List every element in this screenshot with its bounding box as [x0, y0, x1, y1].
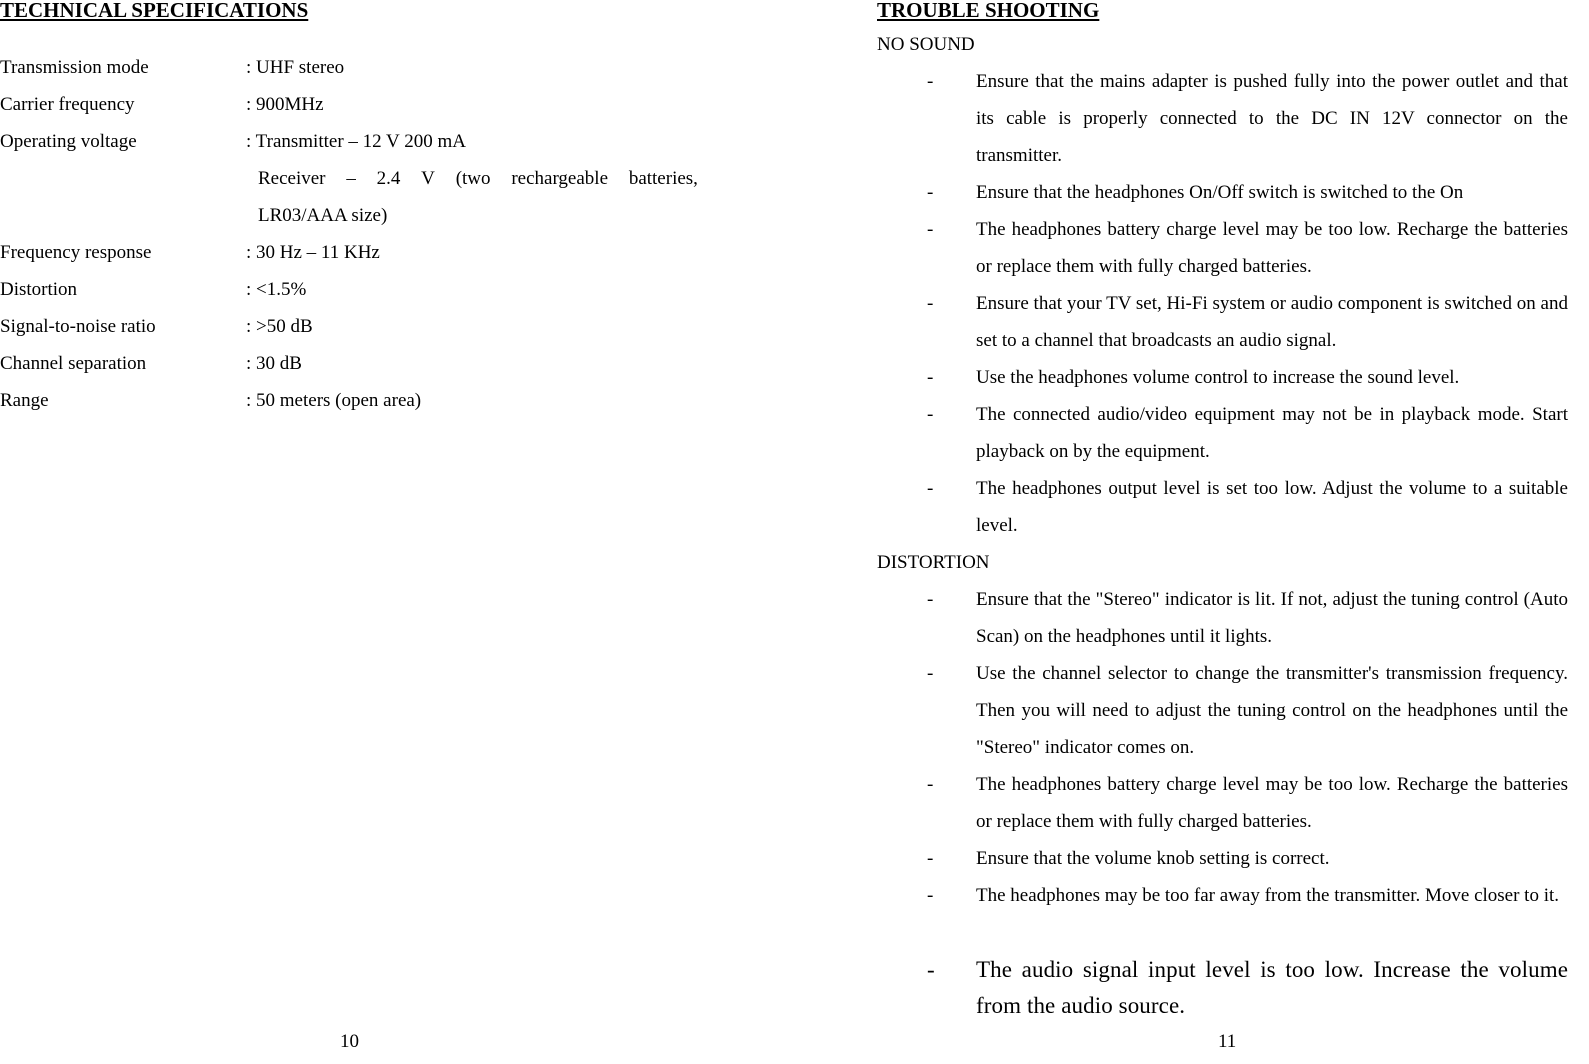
page-number-right: 11 [1218, 1031, 1237, 1052]
bullet-dash: - [927, 957, 935, 982]
spec-row-frequency-response [0, 238, 720, 268]
technical-specifications-heading: TECHNICAL SPECIFICATIONS [0, 0, 309, 22]
item-text: Use the channel selector to change the transmitter's transmission frequency. Then you will need to adjust the tuning control on the headphones until the "Stereo" indicator comes on. [976, 663, 1568, 758]
bullet-dash: - [927, 71, 934, 92]
spec-value: : 30 Hz – 11 KHz [246, 242, 380, 263]
spec-label: Frequency response [0, 242, 152, 263]
right-page [877, 0, 1568, 1064]
item-text: The connected audio/video equipment may not be in playback mode. Start playback on by the equipment. [976, 404, 1568, 462]
bullet-dash: - [927, 589, 934, 610]
item-text: Ensure that the "Stereo" indicator is lit. If not, adjust the tuning control (Auto Scan) on the headphones until it lights. [976, 589, 1568, 647]
spec-value: : >50 dB [246, 316, 313, 337]
spec-value: : 30 dB [246, 353, 302, 374]
bullet-dash: - [927, 885, 934, 906]
bullet-dash: - [927, 774, 934, 795]
spec-label: Operating voltage [0, 131, 137, 152]
bullet-dash: - [927, 478, 934, 499]
item-text: Ensure that the volume knob setting is correct. [976, 848, 1330, 869]
section-distortion: DISTORTION [877, 552, 990, 573]
bullet-dash: - [927, 663, 934, 684]
spec-row-distortion [0, 275, 720, 305]
spec-value: : Transmitter – 12 V 200 mA [246, 131, 466, 152]
receiver-word: (two [455, 168, 491, 189]
bullet-dash: - [927, 293, 934, 314]
receiver-word: – [346, 168, 356, 189]
bullet-dash: - [927, 404, 934, 425]
spec-row-channel-separation [0, 349, 720, 379]
item-text: Ensure that your TV set, Hi-Fi system or audio component is switched on and set to a channel that broadcasts an audio signal. [976, 293, 1568, 351]
receiver-spec-line-2: LR03/AAA size) [258, 205, 388, 226]
spec-row-operating-voltage [0, 127, 720, 157]
spec-label: Carrier frequency [0, 94, 135, 115]
item-text: The headphones output level is set too low. Adjust the volume to a suitable level. [976, 478, 1568, 536]
bullet-dash: - [927, 367, 934, 388]
page-number-left: 10 [340, 1031, 359, 1052]
bullet-dash: - [927, 848, 934, 869]
trouble-shooting-heading: TROUBLE SHOOTING [877, 0, 1100, 22]
spec-row-range [0, 386, 720, 416]
spec-row-carrier-frequency [0, 90, 720, 120]
receiver-word: 2.4 [376, 168, 401, 189]
spec-label: Signal-to-noise ratio [0, 316, 156, 337]
receiver-word: batteries, [628, 168, 698, 189]
spec-value: : UHF stereo [246, 57, 345, 78]
spec-label: Transmission mode [0, 57, 149, 78]
spec-row-transmission-mode [0, 53, 720, 83]
receiver-spec-line [258, 164, 698, 194]
section-no-sound: NO SOUND [877, 34, 975, 55]
item-text: The headphones may be too far away from the transmitter. Move closer to it. [976, 885, 1560, 906]
item-text: Use the headphones volume control to increase the sound level. [976, 367, 1460, 388]
receiver-word: V [421, 168, 435, 189]
spec-label: Channel separation [0, 353, 147, 374]
left-page [0, 0, 720, 1064]
spec-value: : 50 meters (open area) [246, 390, 422, 411]
receiver-spec-justified [258, 164, 698, 194]
item-text: Ensure that the headphones On/Off switch is switched to the On [976, 182, 1464, 203]
spec-label: Distortion [0, 279, 78, 300]
receiver-word: rechargeable [511, 168, 609, 189]
item-text: The headphones battery charge level may be too low. Recharge the batteries or replace them with fully charged batteries. [976, 219, 1568, 277]
receiver-word: Receiver [258, 168, 326, 189]
spec-value: : <1.5% [246, 279, 307, 300]
spec-row-signal-to-noise [0, 312, 720, 342]
item-text: The headphones battery charge level may be too low. Recharge the batteries or replace them with fully charged batteries. [976, 774, 1568, 832]
spec-label: Range [0, 390, 49, 411]
spec-value: : 900MHz [246, 94, 324, 115]
item-text: Ensure that the mains adapter is pushed fully into the power outlet and that its cable is properly connected to the DC IN 12V connector on the transmitter. [976, 71, 1568, 166]
item-text: The audio signal input level is too low. Increase the volume from the audio source. [976, 957, 1568, 1018]
bullet-dash: - [927, 219, 934, 240]
bullet-dash: - [927, 182, 934, 203]
